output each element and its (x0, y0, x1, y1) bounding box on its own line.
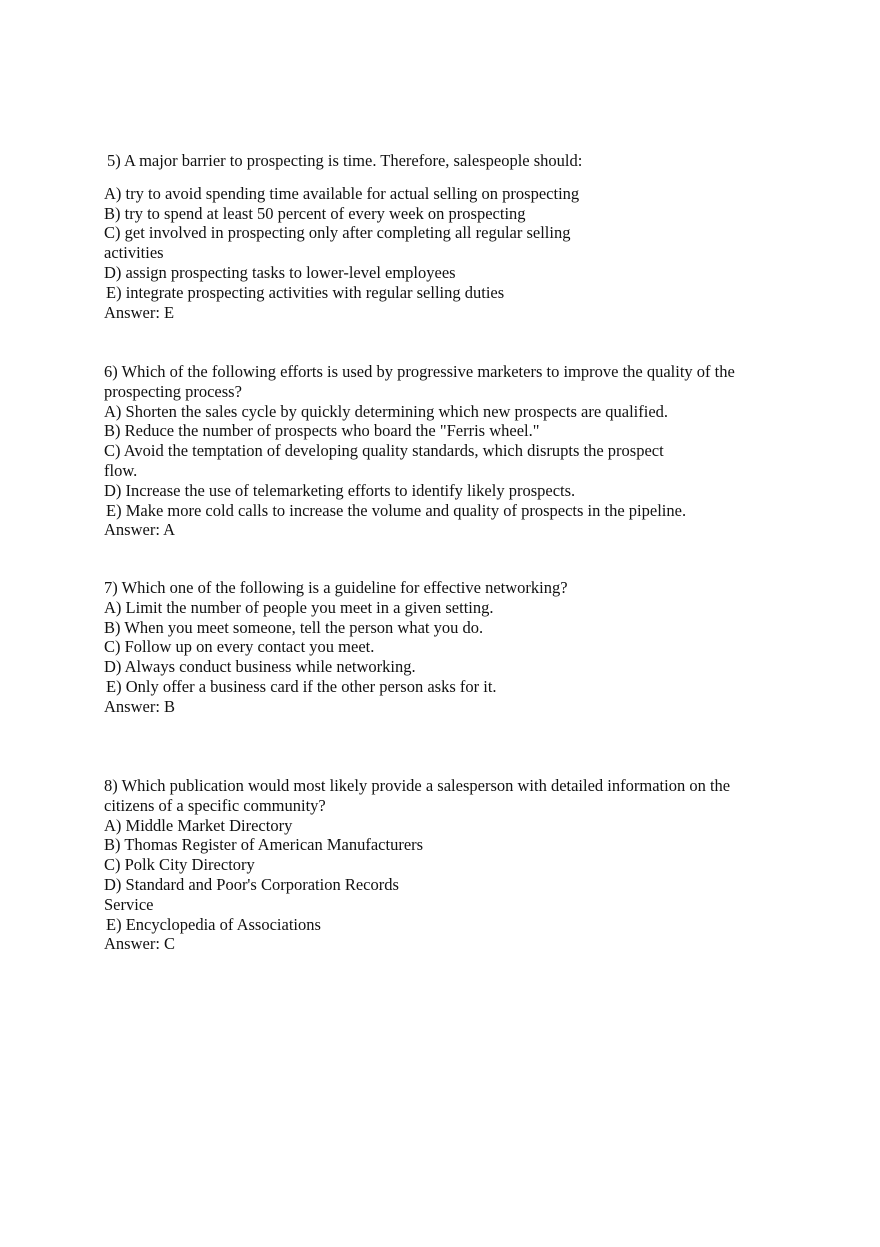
answer: Answer: A (104, 520, 176, 540)
answer: Answer: B (104, 696, 176, 716)
option-d: D) assign prospecting tasks to lower-level employees (104, 262, 456, 282)
option-a: A) Shorten the sales cycle by quickly determining which new prospects are qualified. (104, 401, 669, 421)
option-b: B) When you meet someone, tell the person what you do. (104, 617, 484, 637)
question-stem: 7) Which one of the following is a guideline for effective networking? (104, 578, 568, 597)
question-8 (104, 776, 784, 954)
option-d: D) Increase the use of telemarketing efforts to identify likely prospects. (104, 480, 576, 500)
option-e: E) integrate prospecting activities with regular selling duties (106, 282, 505, 302)
answer: Answer: C (104, 934, 176, 954)
question-7 (104, 578, 784, 717)
option-b: B) Reduce the number of prospects who board the "Ferris wheel." (104, 421, 540, 441)
option-e: E) Only offer a business card if the other person asks for it. (106, 676, 497, 696)
option-c: C) Follow up on every contact you meet. (104, 637, 375, 657)
question-5 (104, 151, 784, 322)
option-c: C) Avoid the temptation of developing quality standards, which disrupts the prospect (104, 441, 664, 461)
option-b: B) Thomas Register of American Manufacturers (104, 835, 424, 855)
question-stem-line-1: 8) Which publication would most likely provide a salesperson with detailed information on the (104, 776, 731, 795)
option-d: D) Standard and Poor's Corporation Records (104, 874, 399, 894)
option-a: A) try to avoid spending time available for actual selling on prospecting (104, 183, 580, 203)
question-stem-line-2: prospecting process? (104, 381, 242, 401)
option-c-continued: flow. (104, 460, 138, 480)
option-d: D) Always conduct business while networking. (104, 657, 416, 677)
option-c: C) get involved in prospecting only after completing all regular selling (104, 223, 571, 243)
question-6 (104, 362, 784, 540)
option-e: E) Make more cold calls to increase the volume and quality of prospects in the pipeline. (106, 500, 687, 520)
question-stem-line-1: 6) Which of the following efforts is used by progressive marketers to improve the quality of the (104, 362, 735, 381)
option-c: C) Polk City Directory (104, 855, 255, 875)
question-stem-line-2: citizens of a specific community? (104, 795, 326, 815)
option-b: B) try to spend at least 50 percent of every week on prospecting (104, 203, 526, 223)
option-c-continued: activities (104, 243, 164, 263)
answer: Answer: E (104, 302, 175, 322)
question-stem: 5) A major barrier to prospecting is time. Therefore, salespeople should: (107, 151, 583, 170)
option-d-continued: Service (104, 894, 154, 914)
option-a: A) Limit the number of people you meet in a given setting. (104, 597, 494, 617)
option-e: E) Encyclopedia of Associations (106, 914, 321, 934)
option-a: A) Middle Market Directory (104, 815, 293, 835)
